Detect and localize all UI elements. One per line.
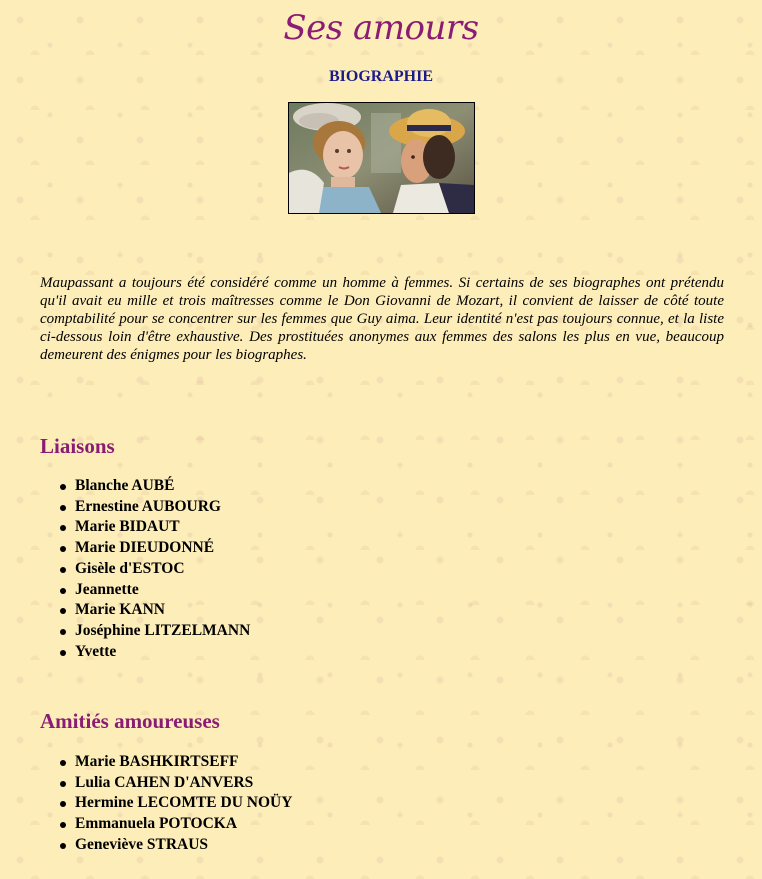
liaisons-heading: Liaisons: [40, 434, 115, 458]
list-item: Geneviève STRAUS: [40, 835, 292, 856]
list-item: Marie BASHKIRTSEFF: [40, 752, 292, 773]
list-item: Emmanuela POTOCKA: [40, 814, 292, 835]
list-item: Lulia CAHEN D'ANVERS: [40, 773, 292, 794]
list-item: Gisèle d'ESTOC: [40, 559, 250, 580]
list-item: Ernestine AUBOURG: [40, 497, 250, 518]
amities-list: [40, 752, 292, 856]
list-item: Marie BIDAUT: [40, 517, 250, 538]
list-item: Marie DIEUDONNÉ: [40, 538, 250, 559]
list-item: Joséphine LITZELMANN: [40, 621, 250, 642]
list-item: Yvette: [40, 642, 250, 663]
painting-illustration: [289, 103, 474, 213]
intro-paragraph: Maupassant a toujours été considéré comme un homme à femmes. Si certains de ses biographes ont prétendu qu'il avait eu mille et trois maîtresses comme le Don Giovanni de Mozart, il convient de laisser de côté toute comptabilité pour se concentrer sur les femmes que Guy aima. Leur identité n'est pas toujours connue, et la liste ci-dessous loin d'être exhaustive. Des prostituées anonymes aux femmes des salons les plus en vue, beaucoup demeurent des énigmes pour les biographes.: [40, 275, 724, 363]
list-item: Jeannette: [40, 580, 250, 601]
page-title: Ses amours: [283, 8, 479, 48]
list-item: Marie KANN: [40, 600, 250, 621]
liaisons-list: [40, 476, 250, 662]
amities-heading: Amitiés amoureuses: [40, 709, 220, 733]
biographie-link[interactable]: BIOGRAPHIE: [328, 68, 433, 85]
list-item: Blanche AUBÉ: [40, 476, 250, 497]
list-item: Hermine LECOMTE DU NOÜY: [40, 793, 292, 814]
painting-image: [288, 102, 475, 214]
